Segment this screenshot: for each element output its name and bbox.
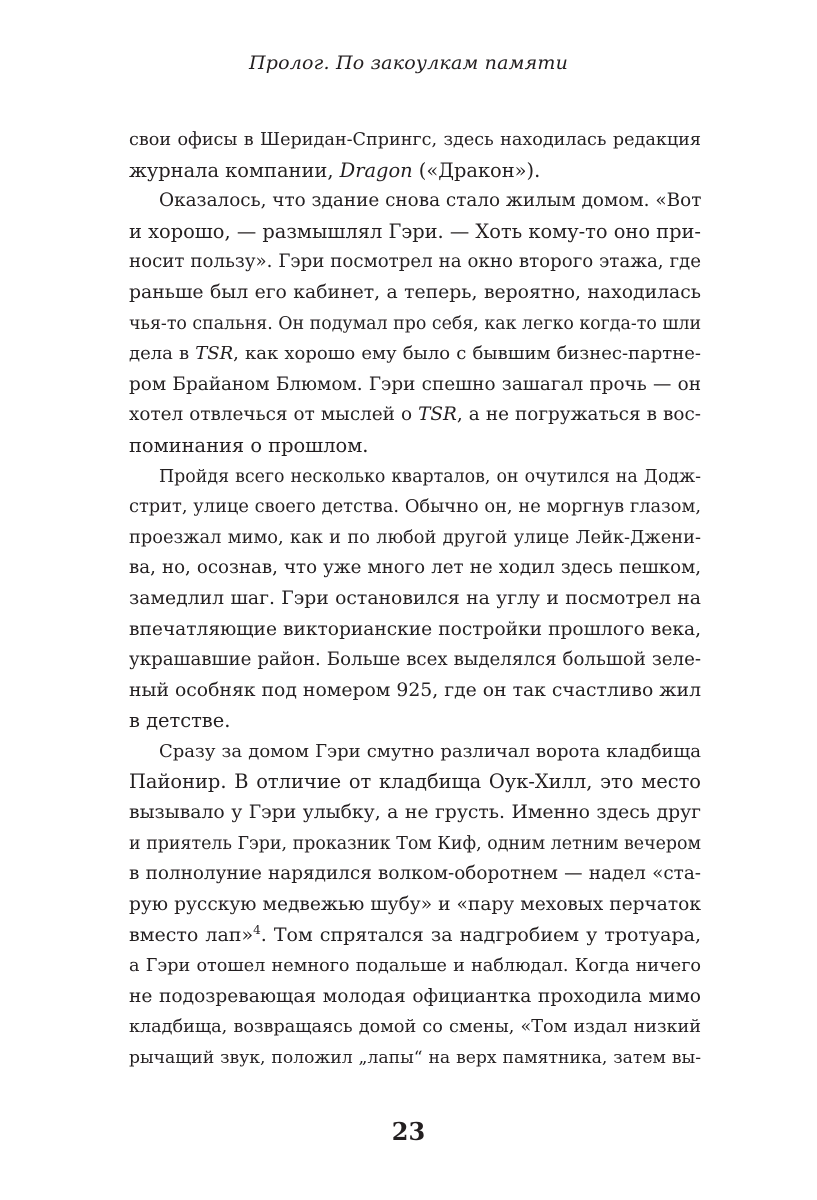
text-line: украшавшие район. Больше всех выделялся большой зеле- xyxy=(129,649,701,671)
text-line: стрит, улице своего детства. Обычно он, не моргнув глазом, xyxy=(129,496,701,518)
text-line: проезжал мимо, как и по любой другой улице Лейк-Джени- xyxy=(129,526,701,548)
text-line: вызывало у Гэри улыбку, а не грусть. Именно здесь друг xyxy=(129,802,701,824)
text-line: журнала компании, Dragon («Дракон»). xyxy=(129,158,541,182)
text-line: раньше был его кабинет, а теперь, вероятно, находилась xyxy=(129,281,701,303)
footnote-marker: 4 xyxy=(253,923,261,938)
text-line: впечатляющие викторианские постройки прошлого века, xyxy=(129,618,701,640)
text-line: дела в TSR, как хорошо ему было с бывшим бизнес-партне- xyxy=(129,343,701,365)
text-line: замедлил шаг. Гэри остановился на углу и посмотрел на xyxy=(129,587,701,609)
page-number: 23 xyxy=(391,1117,426,1146)
text-line: кладбища, возвращаясь домой со смены, «Том издал низкий xyxy=(129,1017,701,1038)
text-line: Пайонир. В отличие от кладбища Оук-Хилл, это место xyxy=(129,770,701,794)
italic-title: TSR xyxy=(418,404,457,426)
text-line: ва, но, осознав, что уже много лет не ходил здесь пешком, xyxy=(129,557,701,579)
body-text xyxy=(129,125,701,1073)
text-line: Пройдя всего несколько кварталов, он очутился на Додж- xyxy=(159,466,701,487)
text-line: в полнолуние нарядился волком-оборотнем — надел «ста- xyxy=(129,863,701,885)
text-line: носит пользу». Гэри посмотрел на окно второго этажа, где xyxy=(129,251,701,273)
text-line: рую русскую медвежью шубу» и «пару меховых перчаток xyxy=(129,893,701,915)
text-line: рычащий звук, положил „лапы“ на верх памятника, затем вы- xyxy=(129,1047,701,1068)
text-line: ром Брайаном Блюмом. Гэри спешно зашагал прочь — он xyxy=(129,373,701,395)
italic-title: TSR xyxy=(195,343,234,365)
text-line: свои офисы в Шеридан-Спрингс, здесь находилась редакция xyxy=(129,130,701,150)
text-line: и приятель Гэри, проказник Том Киф, одним летним вечером xyxy=(129,833,701,854)
text-line: хотел отвлечься от мыслей о TSR, а не погружаться в вос- xyxy=(129,404,701,426)
text-line: ный особняк под номером 925, где он так счастливо жил xyxy=(129,679,701,701)
italic-title: Dragon xyxy=(339,158,413,182)
text-line: чья-то спальня. Он подумал про себя, как легко когда-то шли xyxy=(129,313,702,334)
text-line: в детстве. xyxy=(129,709,231,733)
text-line: и хорошо, — размышлял Гэри. — Хоть кому-то оно при- xyxy=(129,219,701,243)
text-line: не подозревающая молодая официантка проходила мимо xyxy=(129,985,701,1007)
text-line: а Гэри отошел немного подальше и наблюдал. Когда ничего xyxy=(129,956,701,977)
text-line: вместо лап»$^4$. Том спрятался за надгробием у тротуара, xyxy=(129,923,701,947)
running-head: Пролог. По закоулкам памяти xyxy=(248,52,569,74)
text-line: Сразу за домом Гэри смутно различал ворота кладбища xyxy=(159,740,701,762)
text-line: поминания о прошлом. xyxy=(129,433,369,457)
text-line: Оказалось, что здание снова стало жилым домом. «Вот xyxy=(159,190,702,212)
